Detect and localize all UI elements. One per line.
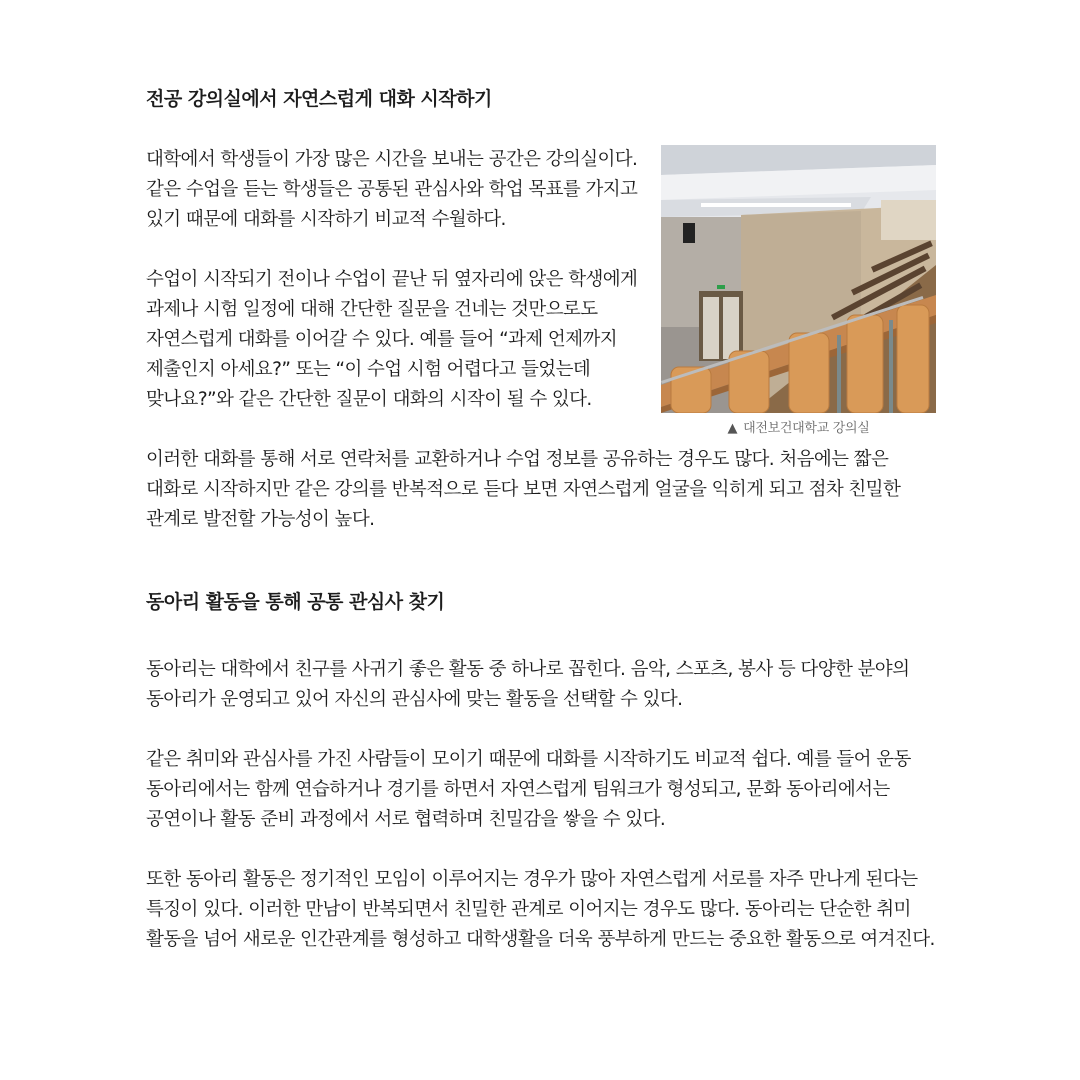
lecture-hall-figure	[661, 145, 936, 436]
lecture-hall-photo	[661, 145, 936, 413]
figure-caption	[661, 417, 936, 436]
section1-paragraph-1: 대학에서 학생들이 가장 많은 시간을 보내는 공간은 강의실이다. 같은 수업을 듣는 학생들은 공통된 관심사와 학업 목표를 가지고 있기 때문에 대화를 시작하기 비교적 수월하다.	[146, 149, 638, 230]
section1-paragraph-3: 이러한 대화를 통해 서로 연락처를 교환하거나 수업 정보를 공유하는 경우도 많다. 처음에는 짧은 대화로 시작하지만 같은 강의를 반복적으로 듣다 보면 자연스럽게 얼굴을 익히게 되고 점차 친밀한 관계로 발전할 가능성이 높다.	[146, 449, 901, 530]
figure-caption-text: 대전보건대학교 강의실	[743, 421, 870, 436]
section2-paragraph-3: 또한 동아리 활동은 정기적인 모임이 이루어지는 경우가 많아 자연스럽게 서로를 자주 만나게 된다는 특징이 있다. 이러한 만남이 반복되면서 친밀한 관계로 이어지는 경우도 많다. 동아리는 단순한 취미 활동을 넘어 새로운 인간관계를 형성하고 대학생활을 더욱 풍부하게 만드는 중요한 활동으로 여겨진다.	[146, 869, 935, 950]
section2-heading: 동아리 활동을 통해 공통 관심사 찾기	[146, 591, 445, 613]
section2-paragraph-2: 같은 취미와 관심사를 가진 사람들이 모이기 때문에 대화를 시작하기도 비교적 쉽다. 예를 들어 운동 동아리에서는 함께 연습하거나 경기를 하면서 자연스럽게 팀워크가 형성되고, 문화 동아리에서는 공연이나 활동 준비 과정에서 서로 협력하며 친밀감을 쌓을 수 있다.	[146, 749, 911, 830]
section1-paragraph-2: 수업이 시작되기 전이나 수업이 끝난 뒤 옆자리에 앉은 학생에게 과제나 시험 일정에 대해 간단한 질문을 건네는 것만으로도 자연스럽게 대화를 이어갈 수 있다. 예를 들어 “과제 언제까지 제출인지 아세요?” 또는 “이 수업 시험 어렵다고 들었는데 맞나요?”와 같은 간단한 질문이 대화의 시작이 될 수 있다.	[146, 269, 638, 410]
section1-heading: 전공 강의실에서 자연스럽게 대화 시작하기	[146, 88, 492, 110]
section2-paragraph-1: 동아리는 대학에서 친구를 사귀기 좋은 활동 중 하나로 꼽힌다. 음악, 스포츠, 봉사 등 다양한 분야의 동아리가 운영되고 있어 자신의 관심사에 맞는 활동을 선택할 수 있다.	[146, 659, 910, 710]
triangle-up-icon: ▲	[727, 421, 738, 436]
